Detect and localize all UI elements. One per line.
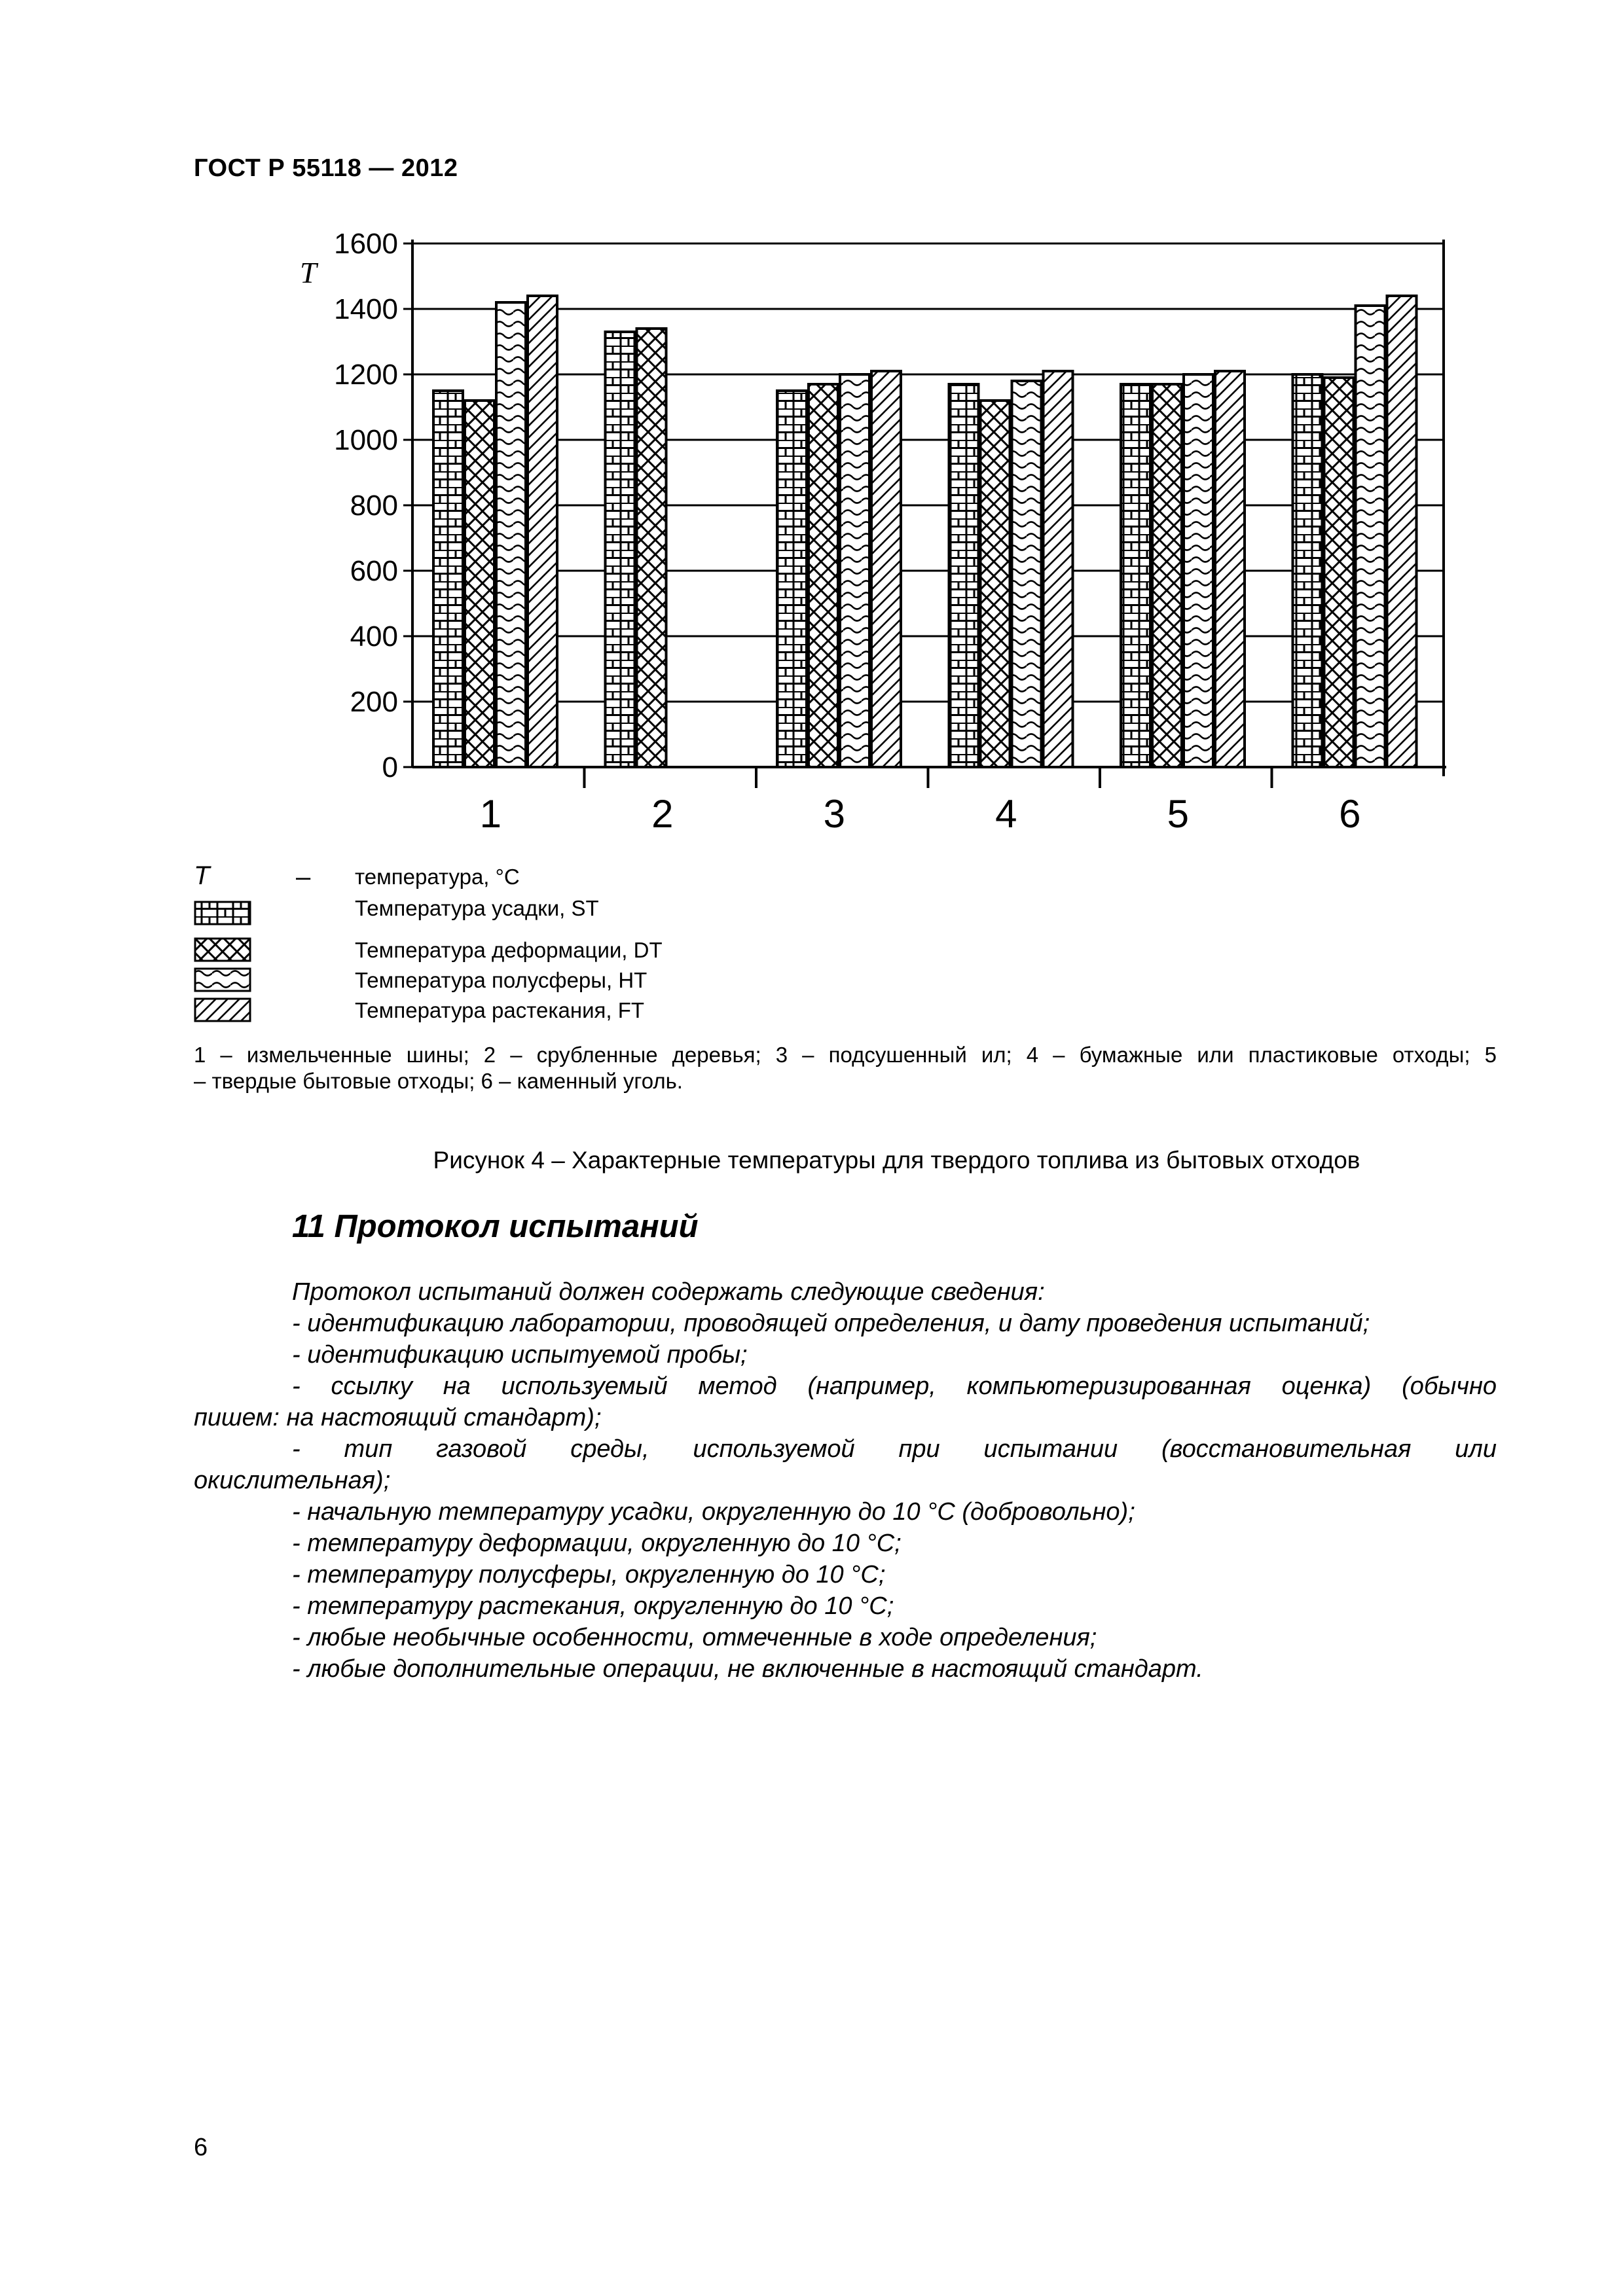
protocol-item: - идентификацию испытуемой пробы; [292,1341,748,1369]
legend-axis-text: температура, °С [355,865,520,889]
page-number: 6 [194,2134,208,2161]
bar-wave [496,302,526,767]
bar-crosshatch [637,329,666,767]
legend-item-ft: Температура растекания, FT [355,998,645,1022]
y-tick-label: 1000 [334,424,398,456]
legend-item-ht: Температура полусферы, HT [355,968,647,992]
bar-diagonal [871,371,901,767]
bar-brick [1121,384,1150,767]
bar-wave [1184,374,1213,767]
brick-pattern-swatch [194,901,253,927]
protocol-item: - температуру полусферы, округленную до 10 °С; [292,1561,886,1588]
protocol-item: - температуру деформации, округленную до 10 °С; [292,1530,902,1557]
section-title: 11 Протокол испытаний [292,1209,699,1244]
legend-note-line-2: – твердые бытовые отходы; 6 – каменный уголь. [194,1069,683,1093]
crosshatch-pattern-swatch [194,937,253,963]
bar-crosshatch [809,384,838,767]
y-tick-label: 200 [350,686,398,718]
bar-diagonal [1387,296,1417,767]
protocol-item: - тип газовой среды, используемой при испытании (восстановительная или [292,1435,1497,1463]
bar-brick [1293,374,1322,767]
x-category-label: 1 [479,792,501,836]
y-tick-label: 1600 [334,228,398,260]
x-category-label: 4 [995,792,1017,836]
document-header: ГОСТ Р 55118 — 2012 [194,154,458,182]
protocol-intro: Протокол испытаний должен содержать следующие сведения: [292,1278,1045,1306]
y-axis-label: T [300,256,317,289]
y-tick-label: 1200 [334,359,398,391]
protocol-item: - начальную температуру усадки, округленную до 10 °С (добровольно); [292,1498,1135,1526]
protocol-item: - ссылку на используемый метод (например, компьютеризированная оценка) (обычно [292,1372,1497,1400]
bar-diagonal [528,296,557,767]
protocol-item-continued: окислительная); [194,1467,391,1494]
y-tick-label: 400 [350,620,398,653]
protocol-item: - температуру растекания, округленную до 10 °С; [292,1592,894,1620]
y-tick-label: 600 [350,555,398,587]
chart-gridlines [412,243,1444,702]
bar-crosshatch [1324,378,1354,767]
chart-axes [403,240,1446,788]
bar-brick [606,332,635,767]
y-tick-label: 1400 [334,293,398,325]
bar-chart [0,0,1623,877]
legend-axis-symbol: T [194,861,210,890]
x-category-label: 5 [1167,792,1189,836]
legend-note [194,1039,1497,1097]
bar-wave [1012,381,1042,767]
bar-brick [777,391,807,767]
bar-diagonal [1215,371,1245,767]
diagonal-pattern-swatch [194,997,253,1024]
protocol-item: - любые дополнительные операции, не включенные в настоящий стандарт. [292,1655,1203,1683]
chart-bars [433,296,1417,767]
bar-brick [949,384,979,767]
x-category-label: 6 [1339,792,1361,836]
x-category-label: 2 [651,792,674,836]
legend-note-line-1: 1 – измельченные шины; 2 – срубленные деревья; 3 – подсушенный ил; 4 – бумажные или пластиковые отходы; 5 [194,1043,1497,1067]
wave-pattern-swatch [194,967,253,994]
bar-crosshatch [981,401,1010,767]
protocol-item: - идентификацию лаборатории, проводящей определения, и дату проведения испытаний; [292,1310,1370,1337]
bar-crosshatch [1152,384,1182,767]
x-category-label: 3 [823,792,845,836]
bar-wave [1356,306,1385,767]
y-tick-label: 800 [350,490,398,522]
legend-axis-dash: – [296,863,311,891]
figure-caption: Рисунок 4 – Характерные температуры для твердого топлива из бытовых отходов [433,1147,1360,1174]
legend-item-dt: Температура деформации, DT [355,938,663,962]
bar-crosshatch [465,401,494,767]
protocol-item: - любые необычные особенности, отмеченные в ходе определения; [292,1624,1097,1651]
protocol-item-continued: пишем: на настоящий стандарт); [194,1404,602,1431]
bar-wave [840,374,869,767]
legend-item-st: Температура усадки, ST [355,896,599,920]
y-tick-label: 0 [382,751,398,783]
bar-brick [433,391,463,767]
bar-diagonal [1044,371,1073,767]
